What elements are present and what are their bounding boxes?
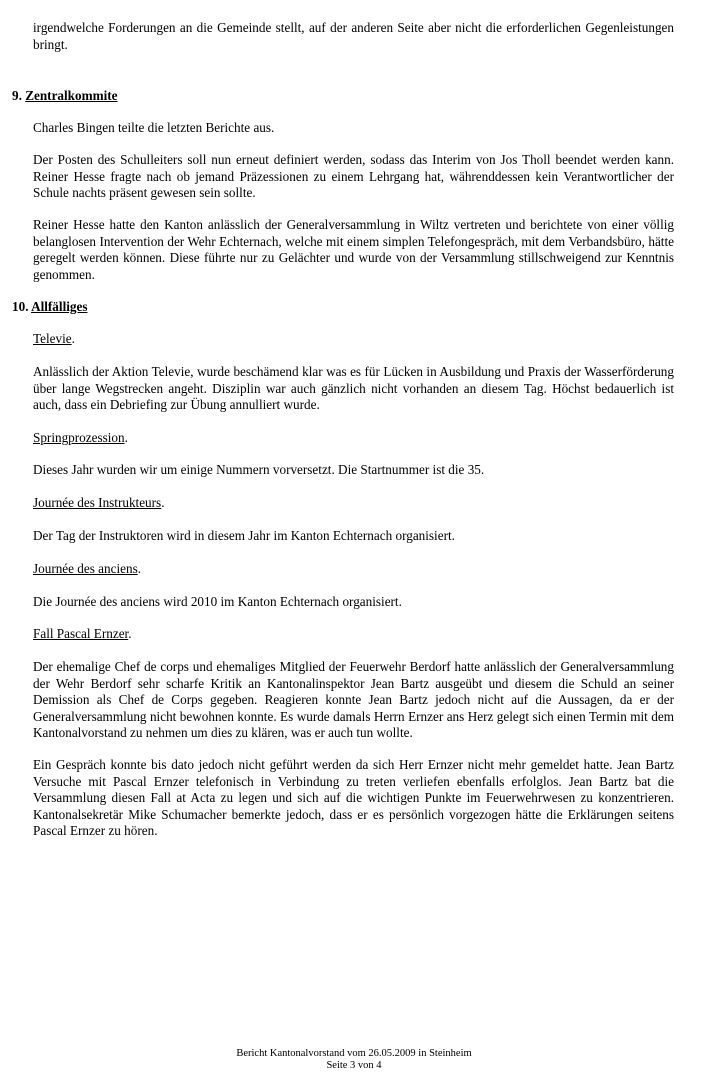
televie-subheading: Televie. [33, 331, 75, 346]
section-9-title: Zentralkommite [25, 88, 118, 103]
springprozession-subheading: Springprozession. [33, 430, 128, 445]
intro-paragraph: irgendwelche Forderungen an die Gemeinde stellt, auf der anderen Seite aber nicht die erforderlichen Gegenleistungen bringt. [33, 20, 674, 52]
section-9-paragraph-2: Der Posten des Schulleiters soll nun erneut definiert werden, sodass das Interim von Jos Tholl beendet werden kann. Reiner Hesse fragte nach ob jemand Präzessionen zu einem Lehrgang hat, währenddessen kein Verantwortlicher der Schule nachts präsent gewesen sein sollte. [33, 152, 674, 201]
footer-report-line: Bericht Kantonalvorstand vom 26.05.2009 in Steinheim [236, 1048, 472, 1059]
page-footer [0, 1048, 708, 1072]
section-9-paragraph-3: Reiner Hesse hatte den Kanton anlässlich der Generalversammlung in Wiltz vertreten und berichtete von einer völlig belanglosen Intervention der Wehr Echternach, welche mit einem simplen Telefongespräch, mit dem Verbandsbüro, hätte geregelt werden können. Diese führte nur zu Gelächter und wurde von der Versammlung stillschweigend zur Kenntnis genommen. [33, 217, 674, 282]
section-10-title: Allfälliges [31, 299, 88, 314]
televie-title: Televie [33, 331, 72, 346]
televie-paragraph: Anlässlich der Aktion Televie, wurde beschämend klar was es für Lücken in Ausbildung und Praxis der Wasserförderung über lange Wegstrecken angeht. Disziplin war auch gänzlich nicht vorhanden an diesem Tag. Höchst bedauerlich ist auch, dass ein Debriefing zur Übung annulliert wurde. [33, 364, 674, 413]
anciens-subheading: Journée des anciens. [33, 561, 142, 576]
anciens-title: Journée des anciens [33, 561, 138, 576]
section-10-heading [12, 299, 87, 316]
instrukteurs-paragraph: Der Tag der Instruktoren wird in diesem Jahr im Kanton Echternach organisiert. [33, 528, 455, 543]
fall-ernzer-paragraph-2: Ein Gespräch konnte bis dato jedoch nicht geführt werden da sich Herr Ernzer nicht mehr gemeldet hatte. Jean Bartz Versuche mit Pascal Ernzer telefonisch in Verbindung zu treten verliefen ebenfalls erfolglos. Jean Bartz bat die Versammlung diesen Fall at Acta zu legen und sich auf die wichtigen Punkte im Feuerwehrwesen zu konzentrieren. Kantonalsekretär Mike Schumacher bemerkte jedoch, dass er es persönlich vorgezogen hätte die Erklärungen seitens Pascal Ernzer zu hören. [33, 757, 674, 839]
section-9-paragraph-1: Charles Bingen teilte die letzten Berichte aus. [33, 120, 275, 135]
section-10-number: 10. [12, 299, 29, 314]
fall-ernzer-title: Fall Pascal Ernzer [33, 626, 129, 641]
springprozession-paragraph: Dieses Jahr wurden wir um einige Nummern vorversetzt. Die Startnummer ist die 35. [33, 462, 485, 477]
instrukteurs-subheading: Journée des Instrukteurs. [33, 495, 165, 510]
footer-page-number: Seite 3 von 4 [326, 1060, 382, 1071]
fall-ernzer-subheading: Fall Pascal Ernzer. [33, 626, 132, 641]
instrukteurs-title: Journée des Instrukteurs [33, 495, 162, 510]
fall-ernzer-paragraph-1: Der ehemalige Chef de corps und ehemaliges Mitglied der Feuerwehr Berdorf hatte anlässlich der Generalversammlung der Wehr Berdorf sehr scharfe Kritik an Kantonalinspektor Jean Bartz ausgeübt und diesem die Schuld an seiner Demission als Chef de Corps gegeben. Reagieren konnte Jean Bartz jedoch nicht auf die Aussagen, da er der Generalversammlung nicht bewohnen konnte. Es wurde damals Herrn Ernzer ans Herz gelegt sich einen Termin mit dem Kantonalvorstand zu nehmen um dies zu klären, was er auch tun wollte. [33, 659, 674, 741]
section-9-number: 9. [12, 88, 22, 103]
springprozession-title: Springprozession [33, 430, 125, 445]
anciens-paragraph: Die Journée des anciens wird 2010 im Kanton Echternach organisiert. [33, 594, 402, 609]
section-9-heading [12, 88, 117, 105]
